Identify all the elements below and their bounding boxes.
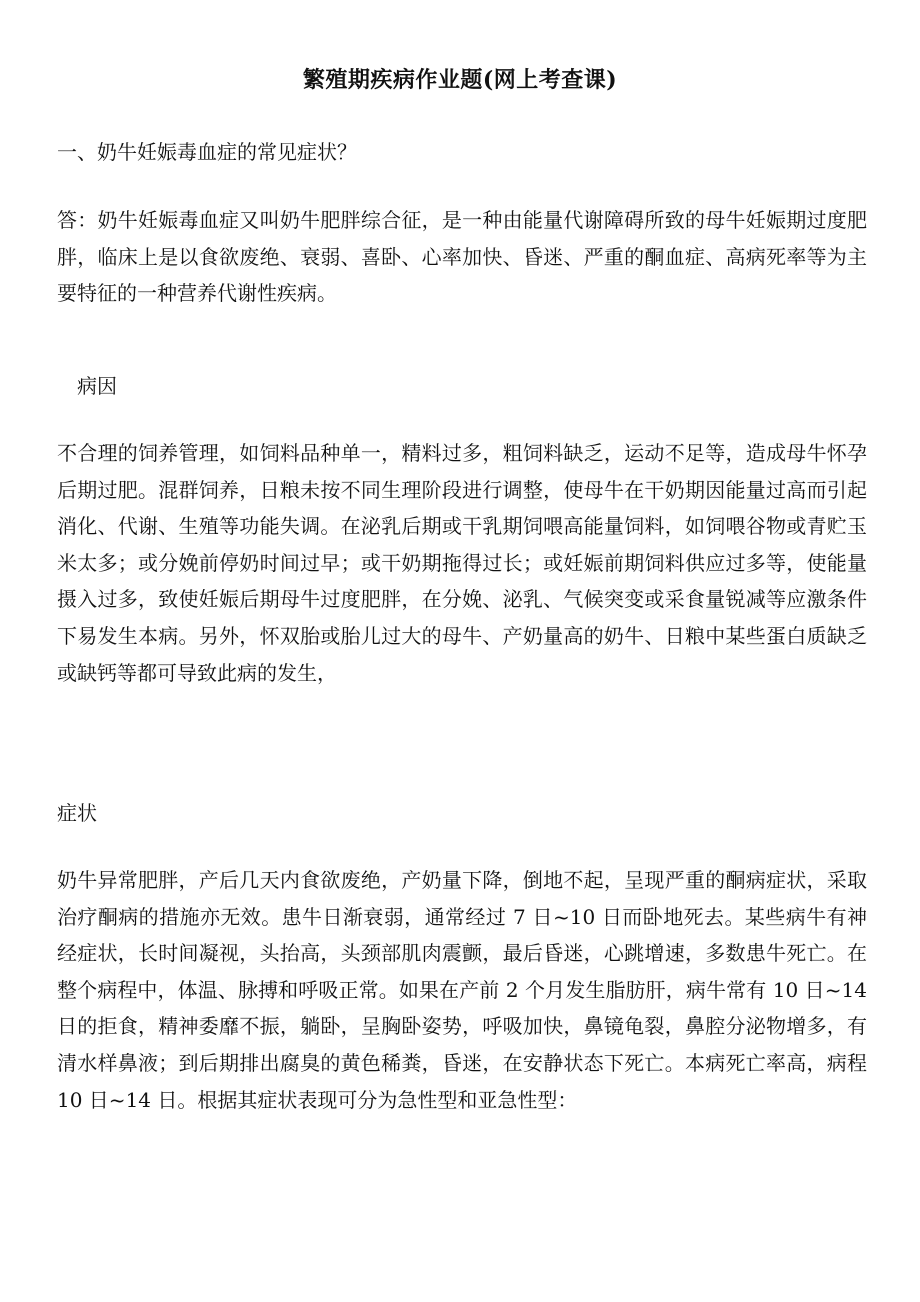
document-title: 繁殖期疾病作业题(网上考查课) [302,67,618,93]
section-heading-cause: 病因 [77,374,117,398]
cause-paragraph: 不合理的饲养管理，如饲料品种单一，精料过多，粗饲料缺乏，运动不足等，造成母牛怀孕后期过肥。混群饲养，日粮未按不同生理阶段进行调整，使母牛在干奶期因能量过高而引起消化、代谢、生殖等功能失调。在泌乳后期或干乳期饲喂高能量饲料，如饲喂谷物或青贮玉米太多；或分娩前停奶时间过早；或干奶期拖得过长；或妊娠前期饲料供应过多等，使能量摄入过多，致使妊娠后期母牛过度肥胖，在分娩、泌乳、气候突变或采食量锐减等应激条件下易发生本病。另外，怀双胎或胎儿过大的母牛、产奶量高的奶牛、日粮中某些蛋白质缺乏或缺钙等都可导致此病的发生， [57,441,867,685]
answer-paragraph: 答：奶牛妊娠毒血症又叫奶牛肥胖综合征，是一种由能量代谢障碍所致的母牛妊娠期过度肥胖，临床上是以食欲废绝、衰弱、喜卧、心率加快、昏迷、严重的酮血症、高病死率等为主要特征的一种营养代谢性疾病。 [57,208,867,306]
question-heading: 一、奶牛妊娠毒血症的常见症状？ [57,140,357,164]
symptom-paragraph: 奶牛异常肥胖，产后几天内食欲废绝，产奶量下降，倒地不起，呈现严重的酮病症状，采取治疗酮病的措施亦无效。患牛日渐衰弱，通常经过 7 日~10 日而卧地死去。某些病牛有神经症状，长时间凝视，头抬高，头颈部肌肉震颤，最后昏迷，心跳增速，多数患牛死亡。在整个病程中，体温、脉搏和呼吸正常。如果在产前 2 个月发生脂肪肝，病牛常有 10 日~14 日的拒食，精神委靡不振，躺卧，呈胸卧姿势，呼吸加快，鼻镜龟裂，鼻腔分泌物增多，有清水样鼻液；到后期排出腐臭的黄色稀粪，昏迷，在安静状态下死亡。本病死亡率高，病程 10 日~14 日。根据其症状表现可分为急性型和亚急性型： [57,868,867,1112]
section-heading-symptom: 症状 [57,801,97,825]
